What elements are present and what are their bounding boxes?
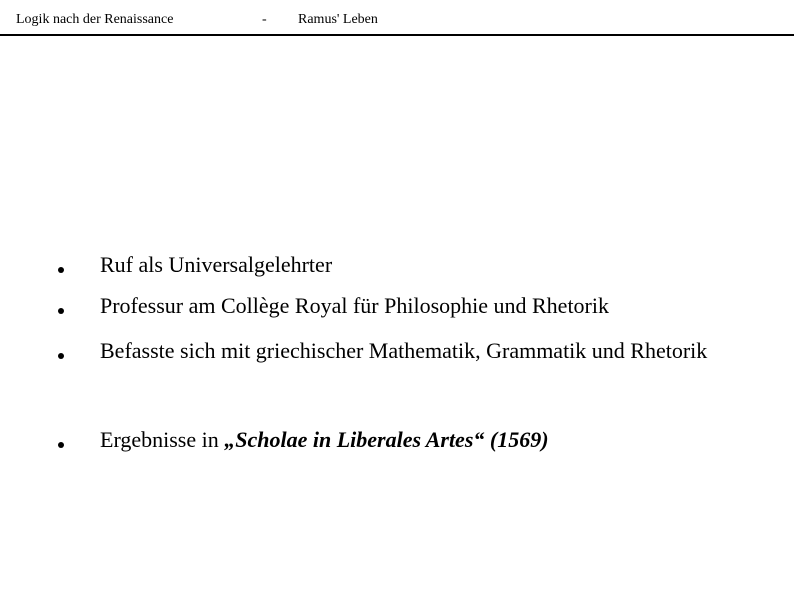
bullet-text bbox=[100, 418, 780, 462]
bullet-dot-icon bbox=[58, 267, 64, 273]
bullet-dot-icon bbox=[58, 442, 64, 448]
header-title: Logik nach der Renaissance bbox=[16, 12, 174, 27]
bullet-prefix: Ergebnisse in bbox=[100, 427, 225, 452]
bullet-dot-icon bbox=[58, 353, 64, 359]
header-section: Ramus' Leben bbox=[298, 12, 378, 27]
bullet-text: Ruf als Universalgelehrter bbox=[100, 252, 333, 277]
work-title: „Scholae in Liberales Artes“ (1569) bbox=[224, 427, 549, 452]
bullet-dot-icon bbox=[58, 308, 64, 314]
bullet-text: Befasste sich mit griechischer Mathematik, Grammatik und Rhetorik bbox=[100, 338, 708, 363]
bullet-text: Professur am Collège Royal für Philosophie und Rhetorik bbox=[100, 293, 609, 318]
header-separator: - bbox=[262, 12, 267, 27]
